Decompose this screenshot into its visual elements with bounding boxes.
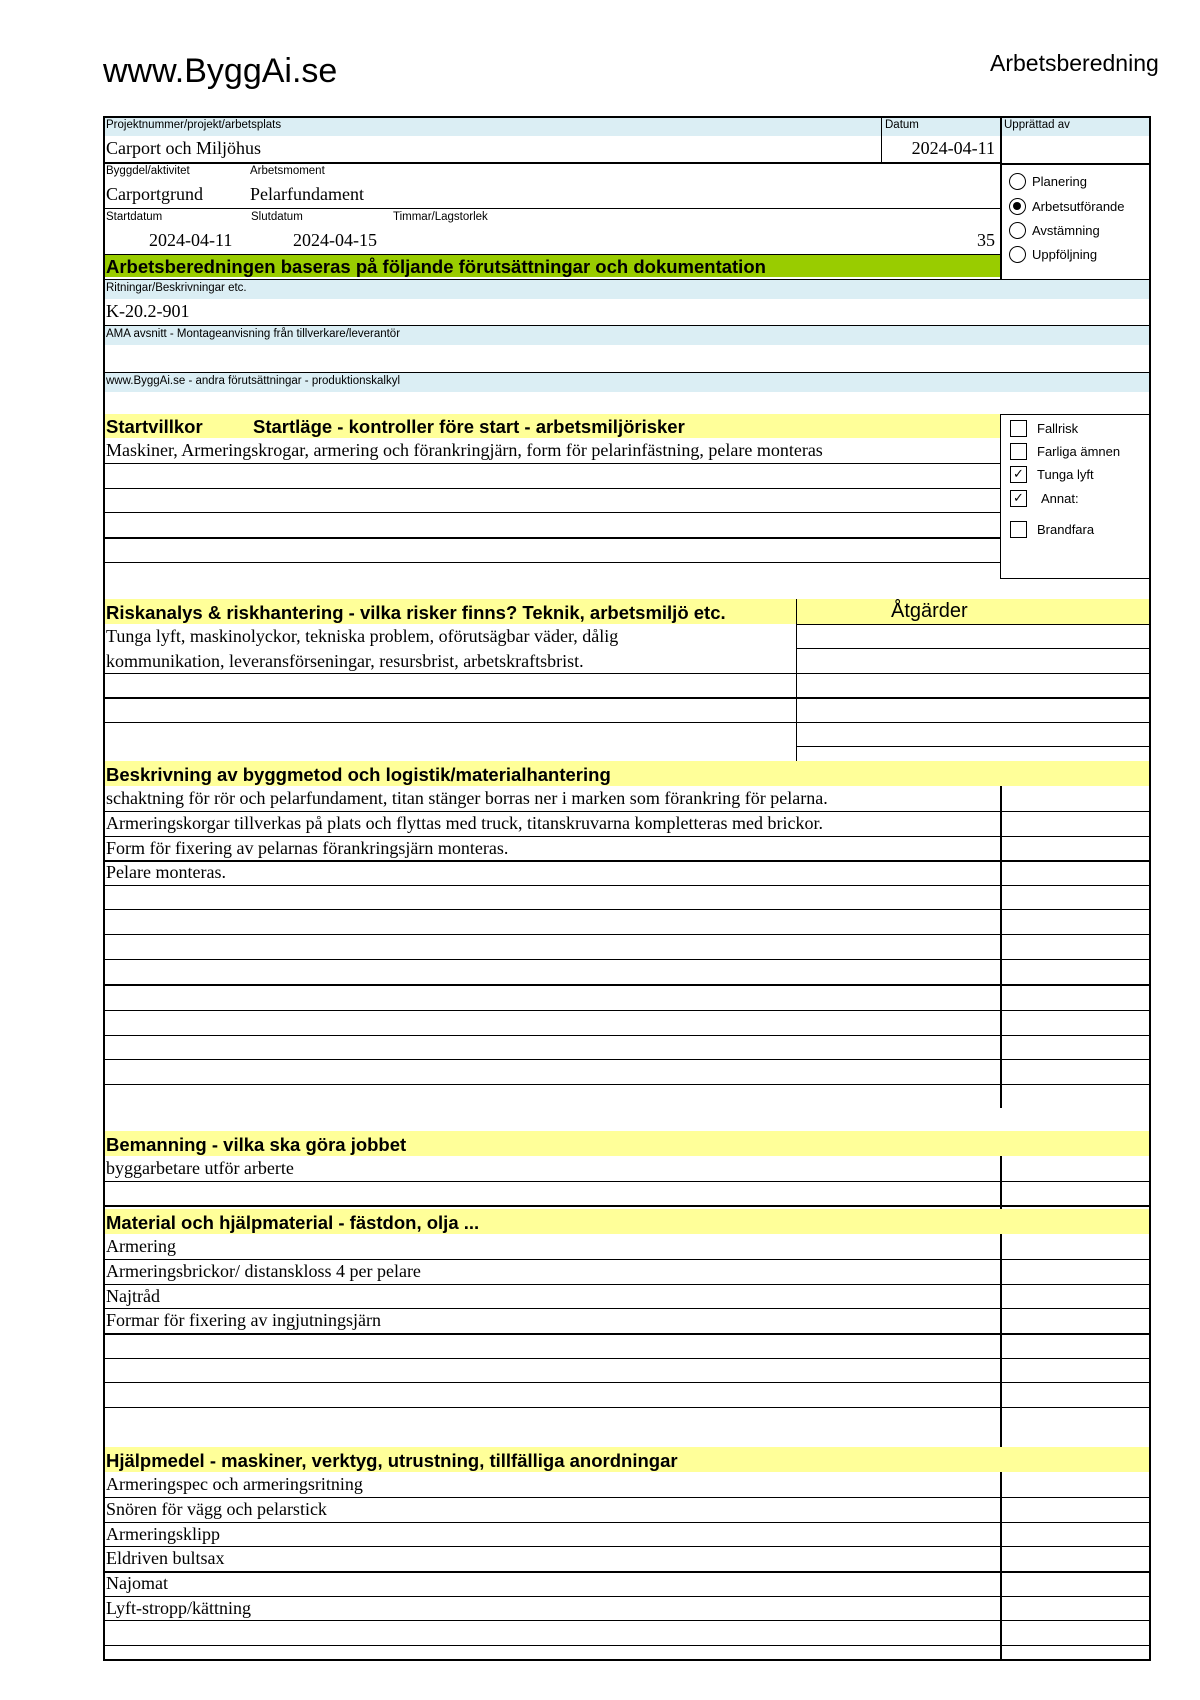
divider: [103, 1181, 1151, 1182]
ama-label: AMA avsnitt - Montageanvisning från tillverkare/leverantör: [106, 328, 401, 340]
divider: [1000, 163, 1151, 165]
checkbox-icon: [1010, 521, 1027, 538]
divider: [103, 162, 1001, 164]
divider: [103, 279, 1151, 280]
staffing-title: Bemanning - vilka ska göra jobbet: [106, 1134, 407, 1155]
hours-label: Timmar/Lagstorlek: [393, 211, 488, 223]
phase-option-reconciliation[interactable]: [1009, 222, 1100, 239]
divider: [796, 746, 1151, 747]
material-row[interactable]: Najtråd: [106, 1286, 160, 1306]
tool-row[interactable]: Armeringsklipp: [106, 1524, 220, 1544]
checkmark-icon: ✓: [1010, 490, 1027, 507]
method-title: Beskrivning av byggmetod och logistik/materialhantering: [106, 764, 611, 785]
method-row[interactable]: Armeringskorgar tillverkas på plats och flyttas med truck, titanskruvarna kompletteras med brickor.: [106, 813, 823, 833]
divider: [1000, 414, 1151, 415]
phase-label: Arbetsutförande: [1032, 199, 1125, 214]
risk-check-label: Tunga lyft: [1037, 467, 1094, 482]
start-title: Startvillkor: [106, 416, 203, 437]
divider: [103, 722, 1151, 723]
divider: [796, 648, 1151, 649]
tools-title: Hjälpmedel - maskiner, verktyg, utrustning, tillfälliga anordningar: [106, 1450, 678, 1471]
divider: [1000, 1156, 1002, 1209]
risk-check-fall[interactable]: [1010, 420, 1078, 437]
divider: [1000, 578, 1151, 579]
divider: [103, 697, 1151, 699]
tool-row[interactable]: Eldriven bultsax: [106, 1548, 225, 1568]
divider: [103, 1358, 1151, 1359]
divider: [103, 885, 1151, 886]
divider: [103, 1059, 1151, 1060]
moment-label: Arbetsmoment: [250, 165, 325, 177]
divider: [103, 811, 1151, 812]
drawings-field[interactable]: K-20.2-901: [106, 301, 190, 321]
part-label: Byggdel/aktivitet: [106, 165, 190, 177]
part-field[interactable]: Carportgrund: [106, 184, 203, 204]
method-row[interactable]: Pelare monteras.: [106, 862, 226, 882]
risk-check-fire[interactable]: [1010, 521, 1094, 538]
divider: [103, 1382, 1151, 1383]
divider: [103, 488, 1001, 489]
divider: [1000, 414, 1001, 578]
start-row[interactable]: Maskiner, Armeringskrogar, armering och förankringjärn, form för pelarinfästning, pelare monteras: [106, 440, 823, 460]
divider: [103, 1571, 1151, 1573]
divider: [103, 836, 1151, 837]
material-row[interactable]: Formar för fixering av ingjutningsjärn: [106, 1310, 381, 1330]
frame-right: [1149, 116, 1151, 1661]
risk-row[interactable]: kommunikation, leveransförseningar, resursbrist, arbetskraftsbrist.: [106, 651, 584, 671]
basis-title: Arbetsberedningen baseras på följande förutsättningar och dokumentation: [106, 256, 766, 277]
date-field[interactable]: 2024-04-11: [911, 138, 995, 158]
end-date-label: Slutdatum: [251, 211, 303, 223]
divider: [103, 208, 1001, 209]
divider: [103, 325, 1151, 326]
frame-top: [103, 116, 1151, 118]
frame-left: [103, 116, 105, 1661]
risk-check-label: Farliga ämnen: [1037, 444, 1121, 459]
divider: [103, 562, 1001, 563]
end-date-field[interactable]: 2024-04-15: [293, 230, 377, 250]
radio-icon: [1009, 222, 1026, 239]
phase-label: Uppföljning: [1032, 247, 1098, 262]
divider: [103, 934, 1151, 935]
divider: [1000, 1472, 1002, 1661]
divider: [103, 1035, 1151, 1036]
divider: [103, 959, 1151, 960]
radio-icon: [1009, 173, 1026, 190]
phase-label: Avstämning: [1032, 223, 1100, 238]
phase-option-execution[interactable]: [1009, 198, 1125, 215]
divider: [103, 1407, 1151, 1408]
divider: [796, 624, 1151, 625]
checkbox-icon: [1010, 420, 1027, 437]
divider: [103, 1645, 1151, 1646]
phase-option-followup[interactable]: [1009, 246, 1097, 263]
tool-row[interactable]: Armeringspec och armeringsritning: [106, 1474, 363, 1494]
phase-label: Planering: [1032, 174, 1087, 189]
divider: [103, 537, 1001, 539]
divider: [103, 984, 1151, 986]
divider: [103, 254, 1001, 255]
risk-check-label: Brandfara: [1037, 522, 1095, 537]
divider: [103, 1084, 1151, 1085]
project-field[interactable]: Carport och Miljöhus: [106, 138, 261, 158]
risk-check-other[interactable]: [1010, 490, 1079, 507]
divider: [103, 1522, 1151, 1523]
risk-row[interactable]: Tunga lyft, maskinolyckor, tekniska problem, oförutsägbar väder, dålig: [106, 626, 619, 646]
checkmark-icon: ✓: [1010, 466, 1027, 483]
divider: [103, 1596, 1151, 1597]
actions-label: Åtgärder: [891, 600, 968, 622]
tool-row[interactable]: Lyft-stropp/kättning: [106, 1598, 251, 1618]
divider: [1000, 1234, 1002, 1447]
prepared-by-label: Upprättad av: [1004, 119, 1070, 131]
drawings-label: Ritningar/Beskrivningar etc.: [106, 282, 247, 294]
start-date-field[interactable]: 2024-04-11: [149, 230, 233, 250]
divider: [103, 1333, 1151, 1335]
divider: [103, 1284, 1151, 1285]
moment-field[interactable]: Pelarfundament: [250, 184, 364, 204]
divider: [103, 860, 1151, 862]
other-label: www.ByggAi.se - andra förutsättningar - produktionskalkyl: [106, 375, 401, 387]
divider: [103, 1497, 1151, 1498]
divider: [103, 909, 1151, 910]
divider: [103, 1259, 1151, 1260]
risk-title: Riskanalys & riskhantering - vilka risker finns? Teknik, arbetsmiljö etc.: [106, 602, 726, 623]
frame-bottom: [103, 1659, 1151, 1661]
document-type: Arbetsberedning: [990, 50, 1159, 76]
divider: [103, 512, 1001, 513]
staffing-row[interactable]: byggarbetare utför arberte: [106, 1158, 294, 1178]
divider: [103, 372, 1151, 373]
radio-selected-icon: [1009, 198, 1026, 215]
material-row[interactable]: Armering: [106, 1236, 176, 1256]
risk-check-hazardous[interactable]: [1010, 443, 1120, 460]
work-preparation-form: [103, 116, 1151, 1661]
site-title: www.ByggAi.se: [103, 52, 338, 90]
divider: [103, 463, 1001, 464]
start-subtitle: Startläge - kontroller före start - arbetsmiljörisker: [253, 416, 685, 437]
date-label: Datum: [885, 119, 919, 131]
divider: [103, 1205, 1151, 1207]
project-label: Projektnummer/projekt/arbetsplats: [106, 119, 282, 131]
phase-option-planning[interactable]: [1009, 173, 1087, 190]
checkbox-icon: [1010, 443, 1027, 460]
tool-row[interactable]: Najomat: [106, 1573, 168, 1593]
tool-row[interactable]: Snören för vägg och pelarstick: [106, 1499, 327, 1519]
divider: [103, 1546, 1151, 1547]
material-row[interactable]: Armeringsbrickor/ distanskloss 4 per pelare: [106, 1261, 421, 1281]
divider: [103, 673, 1151, 674]
materials-title: Material och hjälpmaterial - fästdon, olja ...: [106, 1212, 480, 1233]
divider: [103, 1308, 1151, 1309]
radio-icon: [1009, 246, 1026, 263]
hours-field[interactable]: 35: [977, 230, 995, 250]
divider: [103, 1010, 1151, 1011]
divider: [881, 116, 882, 163]
drawings-label-band: [103, 279, 1151, 299]
risk-check-label: Fallrisk: [1037, 421, 1079, 436]
risk-check-label: Annat:: [1041, 491, 1079, 506]
method-row[interactable]: schaktning för rör och pelarfundament, titan stänger borras ner i marken som förankring för pelarna.: [106, 788, 828, 808]
risk-check-heavy-lifts[interactable]: [1010, 466, 1094, 483]
method-row[interactable]: Form för fixering av pelarnas förankringsjärn monteras.: [106, 838, 509, 858]
divider: [103, 1620, 1151, 1621]
start-date-label: Startdatum: [106, 211, 163, 223]
